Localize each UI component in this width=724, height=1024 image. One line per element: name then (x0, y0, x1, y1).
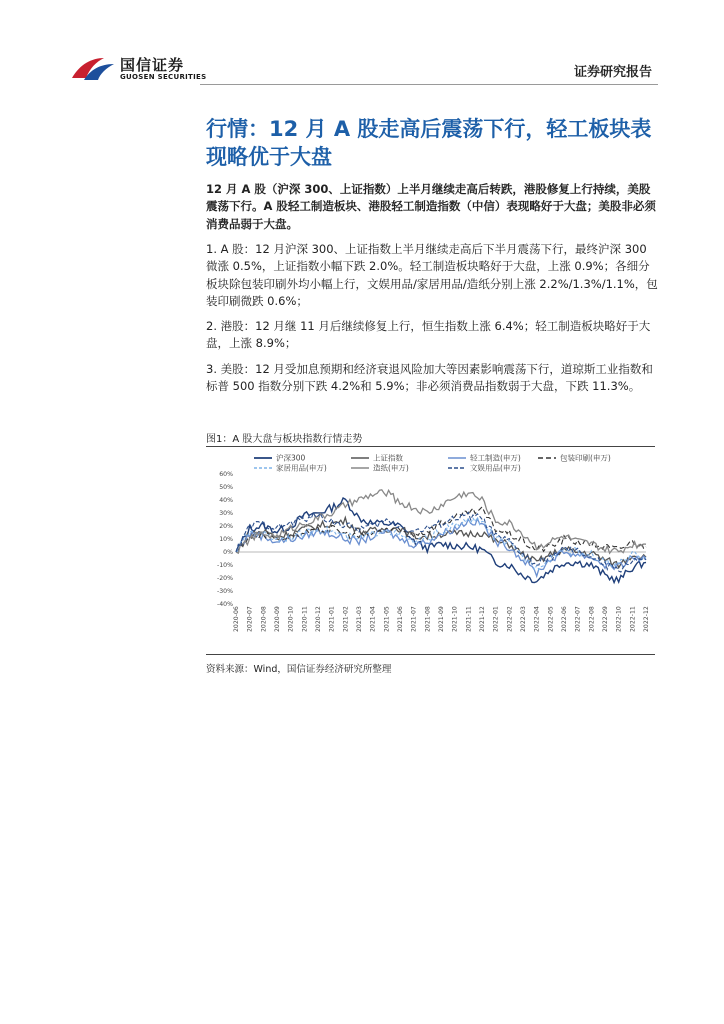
figure-caption: 图1：A 股大盘与板块指数行情走势 (206, 434, 363, 445)
company-logo (70, 50, 210, 86)
x-tick-label: 2022-07 (574, 606, 582, 632)
x-tick-label: 2022-08 (588, 606, 596, 632)
y-tick-label: -10% (217, 562, 233, 569)
index-trend-chart (206, 448, 655, 653)
legend-label: 家居用品(申万) (276, 463, 327, 473)
x-tick-label: 2022-01 (492, 606, 500, 632)
y-tick-label: -40% (217, 601, 233, 608)
y-tick-label: 10% (219, 536, 233, 543)
x-tick-label: 2020-07 (246, 606, 254, 632)
legend-label: 文娱用品(申万) (470, 463, 521, 473)
x-tick-label: 2021-01 (328, 606, 336, 632)
figure-source: 资料来源：Wind，国信证券经济研究所整理 (206, 664, 392, 675)
series-line (236, 507, 646, 552)
guosen-logo-icon (70, 52, 116, 84)
x-tick-label: 2022-09 (602, 606, 609, 632)
y-tick-label: 20% (219, 523, 233, 530)
logo-english-name: GUOSEN SECURITIES (120, 73, 207, 81)
x-tick-label: 2022-12 (643, 606, 650, 632)
x-tick-label: 2022-10 (615, 606, 623, 632)
x-tick-label: 2021-03 (356, 606, 363, 632)
x-tick-label: 2021-02 (342, 606, 350, 632)
x-tick-label: 2021-11 (465, 606, 473, 632)
x-tick-label: 2020-08 (260, 606, 268, 632)
report-type-label: 证券研究报告 (573, 65, 652, 80)
figure-bottom-rule (206, 654, 655, 655)
header-divider (200, 84, 658, 85)
summary-paragraph: 12 月 A 股（沪深 300、上证指数）上半月继续走高后转跌，港股修复上行持续，美股震荡下行。A 股轻工制造板块、港股轻工制造指数（中信）表现略好于大盘；美股非必须消费品弱于大盘。 (206, 182, 656, 231)
x-tick-label: 2021-06 (397, 606, 404, 632)
x-tick-label: 2020-10 (287, 606, 295, 632)
logo-chinese-name: 国信证券 (120, 56, 185, 74)
x-tick-label: 2020-06 (233, 606, 240, 632)
x-tick-label: 2022-11 (629, 606, 637, 632)
y-tick-label: -20% (217, 575, 233, 582)
y-tick-label: 30% (219, 510, 233, 517)
y-tick-label: -30% (217, 588, 233, 595)
section-title: 行情：12 月 A 股走高后震荡下行，轻工板块表现略优于大盘 (206, 117, 652, 169)
legend-label: 沪深300 (276, 453, 306, 463)
y-tick-label: 40% (219, 497, 233, 504)
y-tick-label: 50% (219, 484, 233, 491)
x-tick-label: 2021-09 (438, 606, 445, 632)
x-tick-label: 2021-04 (369, 606, 377, 632)
x-tick-label: 2021-08 (424, 606, 432, 632)
x-tick-label: 2022-06 (561, 606, 568, 632)
legend-label: 轻工制造(申万) (470, 453, 521, 463)
legend-label: 包装印刷(申万) (560, 453, 611, 463)
hk-share-paragraph: 2. 港股：12 月继 11 月后继续修复上行，恒生指数上涨 6.4%；轻工制造板块略好于大盘，上涨 8.9%； (206, 319, 651, 351)
legend-label: 造纸(申万) (373, 463, 409, 473)
y-tick-label: 60% (219, 471, 233, 478)
x-tick-label: 2022-03 (520, 606, 527, 632)
x-tick-label: 2021-05 (383, 606, 391, 632)
us-share-paragraph: 3. 美股：12 月受加息预期和经济衰退风险加大等因素影响震荡下行，道琼斯工业指数和标普 500 指数分别下跌 4.2%和 5.9%；非必须消费品指数弱于大盘，下跌 11.3%。 (206, 362, 653, 394)
figure-top-rule (206, 446, 655, 447)
x-tick-label: 2020-11 (301, 606, 309, 632)
a-share-paragraph: 1. A 股：12 月沪深 300、上证指数上半月继续走高后下半月震荡下行，最终沪深 300 微涨 0.5%，上证指数小幅下跌 2.0%。轻工制造板块略好于大盘，上涨 0.9%；各细分板块除包装印刷外均小幅上行，文娱用品/家居用品/造纸分别上涨 2.2%/1.3%/1.1%，包装印刷微跌 0.6%； (206, 242, 658, 308)
legend-label: 上证指数 (373, 453, 403, 463)
x-tick-label: 2022-04 (533, 606, 541, 632)
x-tick-label: 2022-02 (506, 606, 514, 632)
x-tick-label: 2020-12 (315, 606, 322, 632)
y-tick-label: 0% (223, 549, 233, 556)
x-tick-label: 2021-12 (479, 606, 486, 632)
x-tick-label: 2021-10 (451, 606, 459, 632)
x-tick-label: 2020-09 (274, 606, 281, 632)
x-tick-label: 2021-07 (410, 606, 418, 632)
x-tick-label: 2022-05 (547, 606, 555, 632)
